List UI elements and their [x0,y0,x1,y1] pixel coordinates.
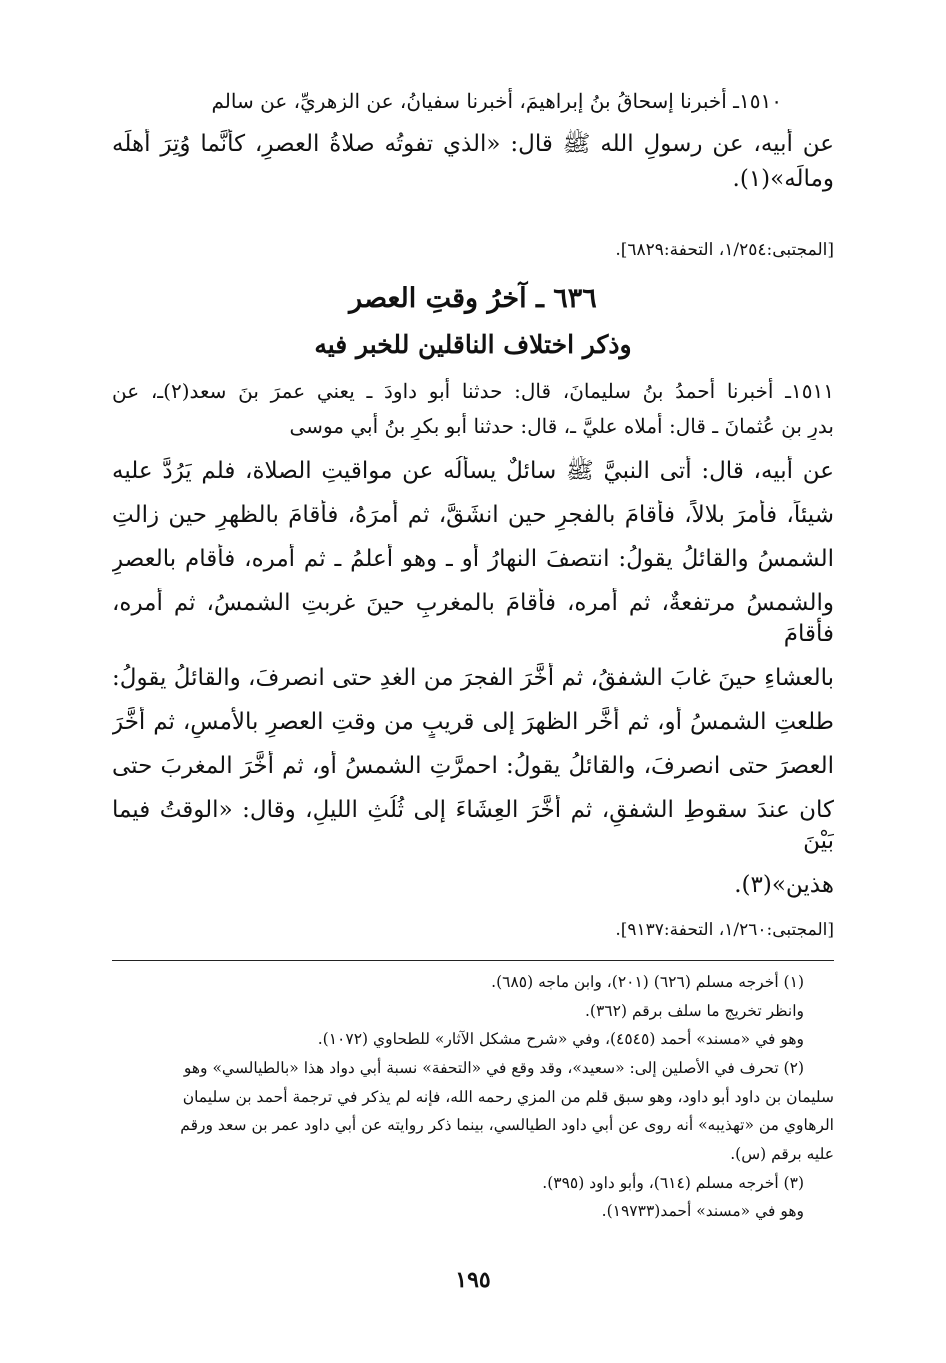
footnote-2-line-1: (٢) تحرف في الأصلين إلى: «سعيد»، وقد وقع في «التحفة» نسبة أبي دواد هذا «بالطيالسي» وهو [183,1059,804,1078]
hadith-1510 [112,88,834,195]
hadith-1510-reference: [المجتبى:١/٢٥٤، التحفة:٦٨٢٩]. [615,240,834,260]
hadith-1511-line-11: هذين»(٣). [734,872,834,899]
hadith-1511-line-2: بدرِ بنِ عُثمانَ ـ قال: أملاه عليَّ ـ، قال: حدثنا أبو بكرِ بنُ أبي موسى [289,414,834,438]
hadith-1511-reference: [المجتبى:١/٢٦٠، التحفة:٩١٣٧]. [615,920,834,940]
chapter-subtitle: وذكر اختلاف الناقلين للخبر فيه [314,330,632,359]
page-number: ١٩٥ [455,1267,491,1293]
hadith-1510-line-3: ومالَه»(١). [732,166,834,193]
hadith-1510-line-1: ١٥١٠ـ أخبرنا إسحاقُ بنُ إبراهيمَ، أخبرنا سفيانُ، عن الزهريِّ، عن سالم [211,89,782,113]
footnote-2-line-4: عليه برقم (س). [730,1145,834,1164]
hadith-1511-line-4: شيئاً، فأمرَ بلالاً، فأقامَ بالفجرِ حين انشَقَّ، ثم أمرَهُ، فأقامَ بالظهرِ حين زالتِ [112,502,834,529]
hadith-1511-line-3: عن أبيه، قال: أتى النبيَّ ﷺ سائلٌ يسألُه عن مواقيتِ الصلاة، فلم يَرُدَّ عليه [112,458,834,484]
footnote-3-line-1: (٣) أخرجه مسلم (٦١٤)، وأبو داود (٣٩٥). [542,1173,804,1192]
hadith-1511-line-1: ١٥١١ـ أخبرنا أحمدُ بنُ سليمانَ، قال: حدثنا أبو داودَ ـ يعني عمرَ بنَ سعد(٢)ـ، عن [112,379,834,403]
hadith-1510-line-2: عن أبيه، عن رسولِ الله ﷺ قال: «الذي تفوتُه صلاةُ العصرِ، كأنَّما وُتِرَ أهلَه [112,131,834,157]
footnote-1-line-2: وانظر تخريج ما سلف برقم (٣٦٢). [585,1001,804,1020]
footnote-1-line-1: (١) أخرجه مسلم (٦٢٦) (٢٠١)، وابن ماجه (٦٨٥). [491,973,804,991]
footnotes [112,968,834,1226]
hadith-1511-line-10: كان عندَ سقوطِ الشفقِ، ثم أخَّرَ العِشَاءَ إلى ثُلُثِ الليلِ، وقال: «الوقتُ فيما بَيْنَ [112,797,834,855]
hadith-1511 [112,378,834,902]
hadith-1511-line-6: والشمسُ مرتفعةٌ، ثم أمره، فأقامَ بالمغربِ حينَ غربتِ الشمسُ، ثم أمره، فأقامَ [112,590,834,648]
footnote-3-line-2: وهو في «مسند» أحمد(١٩٧٣٣). [601,1202,804,1221]
hadith-1511-line-8: طلعتِ الشمسُ أو، ثم أخَّر الظهرَ إلى قريبٍ من وقتِ العصرِ بالأمسِ، ثم أخَّرَ [112,709,834,736]
chapter-title: ٦٣٦ ـ آخرُ وقتِ العصر [349,283,597,314]
hadith-1511-line-7: بالعشاءِ حينَ غابَ الشفقُ، ثم أخَّرَ الفجرَ من الغدِ حتى انصرفَ، والقائلُ يقولُ: [112,665,834,692]
footnote-2-line-2: سليمان بن داود أبو داود، وهو سبق قلم من المزي رحمه الله، فإنه لم يذكر في ترجمة أحمد بن سليمان [182,1087,834,1106]
footnote-1-line-3: وهو في «مسند» أحمد (٤٥٤٥)، وفي «شرح مشكل الآثار» للطحاوي (١٠٧٢). [317,1030,804,1049]
footnote-2-line-3: الرهاوي من «تهذيبه» أنه روى عن أبي داود الطيالسي، بينما ذكر روايته عن أبي داود عمر بن سعد ورقم [180,1116,834,1135]
footnote-separator [112,960,834,961]
hadith-1511-line-9: العصرَ حتى انصرفَ، والقائلُ يقولُ: احمرَّتِ الشمسُ أو، ثم أخَّرَ المغربَ حتى [112,753,834,780]
hadith-1511-line-5: الشمسُ والقائلُ يقولُ: انتصفَ النهارُ أو ـ وهو أعلمُ ـ ثم أمره، فأقام بالعصرِ [112,546,834,573]
